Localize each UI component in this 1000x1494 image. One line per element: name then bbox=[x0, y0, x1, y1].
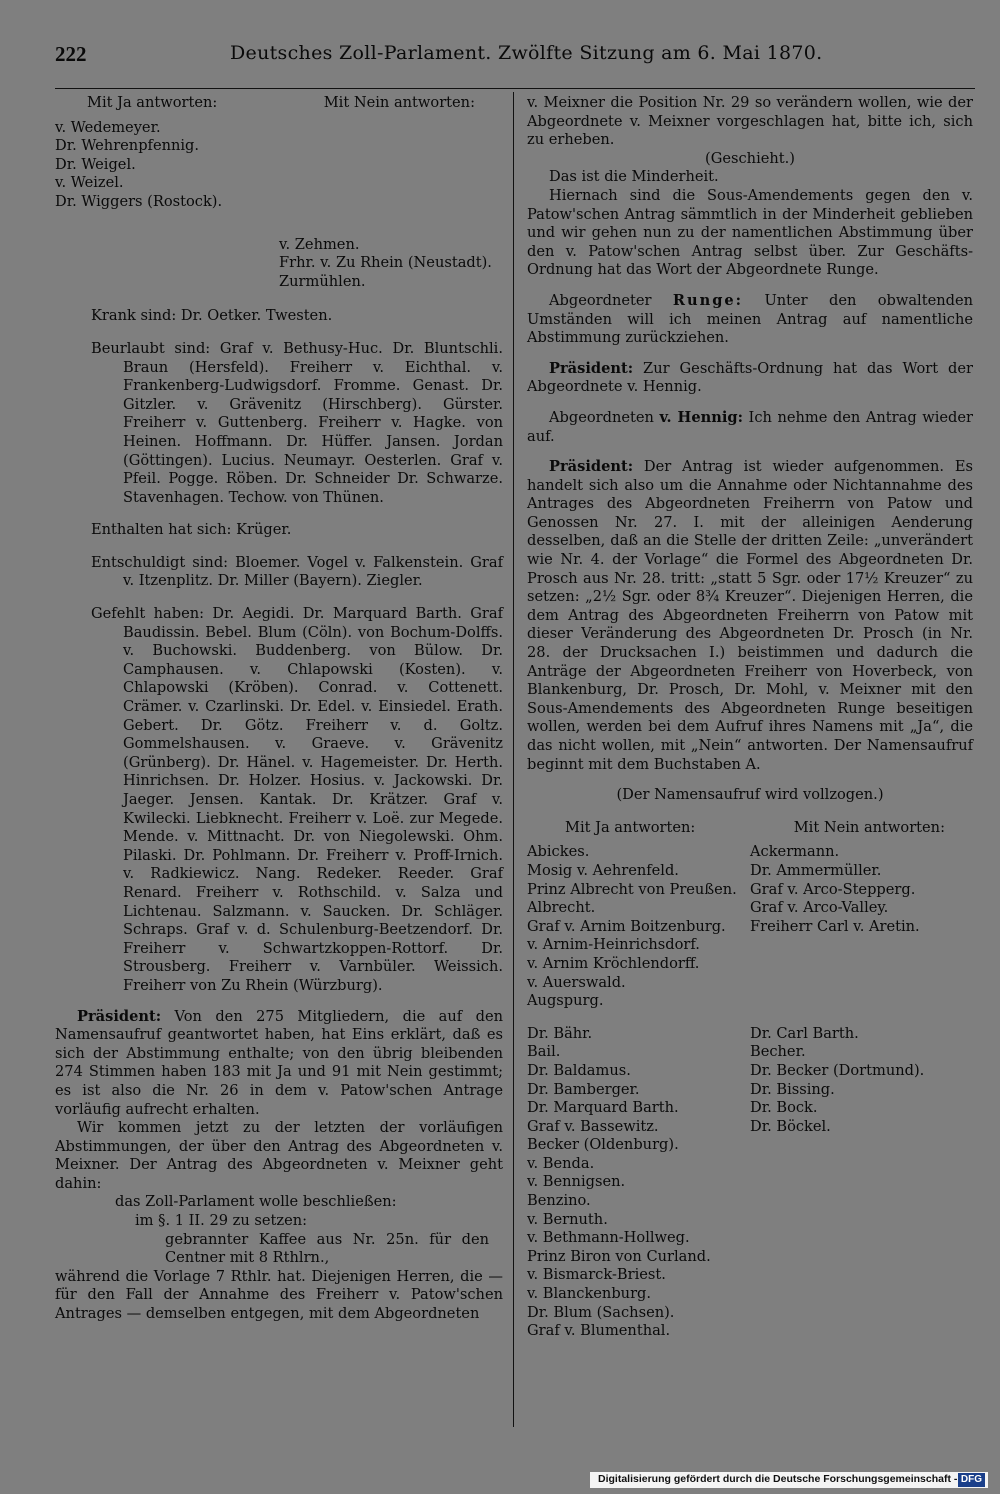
list-item: Mosig v. Aehrenfeld. bbox=[527, 861, 679, 879]
list-item: Becher. bbox=[750, 1043, 806, 1061]
list-item: Albrecht. bbox=[527, 899, 596, 917]
funding-footer bbox=[590, 1472, 988, 1488]
ja-list bbox=[55, 119, 503, 212]
list-item: v. Benda. bbox=[527, 1154, 595, 1172]
beurlaubt-para: Beurlaubt sind: Graf v. Bethusy-Huc. Dr. Bluntschli. Braun (Hersfeld). Freiherr v. Eichthal. v. Frankenberg-Ludwigsdorf. Fromme. Genast. Dr. Gitzler. v. Grävenitz (Hirschberg). Gürster. Freiherr v. Guttenberg. Freiherr v. Hagke. von Heinen. Hoffmann. Dr. Hüffer. Jansen. Jordan (Göttingen). Lucius. Neumayr. Oesterlen. Graf v. Pfeil. Pogge. Röben. Dr. Schneider Dr. Schwarze. Stavenhagen. Techow. von Thünen. bbox=[91, 339, 503, 506]
list-item: Ackermann. bbox=[750, 843, 840, 861]
list-item: Dr. Marquard Barth. bbox=[527, 1099, 679, 1117]
speaker-prefix: Abgeordneter bbox=[549, 291, 673, 309]
list-item: Dr. Wiggers (Rostock). bbox=[55, 192, 223, 210]
page-number: 222 bbox=[55, 42, 87, 66]
hennig-para bbox=[527, 409, 973, 446]
list-item: Dr. Weigel. bbox=[55, 155, 136, 173]
column-divider bbox=[513, 92, 514, 1427]
list-item: Graf v. Arco-Stepperg. bbox=[750, 880, 916, 898]
list-item: Becker (Oldenburg). bbox=[527, 1136, 679, 1154]
ja-head: Mit Ja antworten: bbox=[565, 818, 696, 836]
nein-head: Mit Nein antworten: bbox=[793, 818, 945, 836]
ja-list bbox=[527, 1025, 750, 1341]
speech-text: Ich nehme den Antrag wieder auf. bbox=[527, 408, 973, 445]
list-item: Dr. Böckel. bbox=[750, 1117, 831, 1135]
list-item: Benzino. bbox=[527, 1192, 591, 1210]
speaker-label: Präsident: bbox=[549, 458, 634, 476]
speaker-label: Präsident: bbox=[549, 359, 634, 377]
entschuldigt-para: Entschuldigt sind: Bloemer. Vogel v. Falkenstein. Graf v. Itzenplitz. Dr. Miller (Bayern). Ziegler. bbox=[91, 553, 503, 590]
praesident-para bbox=[55, 1008, 503, 1120]
list-item: Zurmühlen. bbox=[279, 272, 366, 290]
praesident-para bbox=[527, 458, 973, 774]
header-rule bbox=[55, 88, 975, 89]
list-item: Dr. Bähr. bbox=[527, 1024, 593, 1042]
minderheit-para: Das ist die Minderheit. bbox=[549, 168, 719, 186]
list-item: v. Bernuth. bbox=[527, 1210, 608, 1228]
speech-text: Von den 275 Mitgliedern, die auf den Namensaufruf geantwortet haben, hat Eins erklärt, daß es sich der Abstimmung enthalte; von den übrig bleibenden 274 Stimmen haben 183 mit Ja und 91 mit Nein gestimmt; es ist also die Nr. 26 in dem v. Patow'schen Antrage vorläufig aufrecht erhalten. bbox=[55, 1007, 503, 1118]
page-title: Deutsches Zoll-Parlament. Zwölfte Sitzung am 6. Mai 1870. bbox=[230, 42, 823, 64]
stage-note: (Der Namensaufruf wird vollzogen.) bbox=[616, 786, 884, 804]
list-item: v. Blanckenburg. bbox=[527, 1285, 652, 1303]
list-item: Graf v. Blumenthal. bbox=[527, 1322, 671, 1340]
list-item: v. Weizel. bbox=[55, 174, 124, 192]
dfg-logo: DFG bbox=[958, 1473, 985, 1487]
runge-para bbox=[527, 292, 973, 348]
list-item: v. Bismarck-Briest. bbox=[527, 1266, 666, 1284]
continuation-para: v. Meixner die Position Nr. 29 so verändern wollen, wie der Abgeordnete v. Meixner vorgeschlagen hat, bitte ich, sich zu erheben. bbox=[527, 94, 973, 149]
quote-line: gebrannter Kaffee aus Nr. 25n. für den Centner mit 8 Rthlrn., bbox=[165, 1230, 489, 1267]
list-item: Frhr. v. Zu Rhein (Neustadt). bbox=[279, 254, 492, 272]
speaker-label: Runge: bbox=[672, 291, 744, 309]
list-item: v. Auerswald. bbox=[527, 973, 626, 991]
wir-kommen-para: Wir kommen jetzt zu der letzten der vorläufigen Abstimmungen, der über den Antrag des Abgeordneten v. Meixner. Der Antrag des Abgeordneten v. Meixner geht dahin: bbox=[55, 1119, 503, 1192]
ja-list bbox=[527, 843, 750, 1010]
hiernach-para: Hiernach sind die Sous-Amendements gegen den v. Patow'schen Antrag sämmtlich in der Minderheit geblieben und wir gehen nun zu der namentlichen Abstimmung über den v. Patow'schen Antrag selbst über. Zur Geschäfts-Ordnung hat das Wort der Abgeordnete Runge. bbox=[527, 186, 973, 279]
vote-lists-a bbox=[527, 843, 973, 1010]
list-item: Prinz Albrecht von Preußen. bbox=[527, 880, 737, 898]
list-item: Abickes. bbox=[527, 843, 590, 861]
list-item: v. Arnim Kröchlendorff. bbox=[527, 954, 700, 972]
list-item: v. Wedemeyer. bbox=[55, 118, 161, 136]
speech-text: Unter den obwaltenden Umständen will ich meinen Antrag auf namentliche Abstimmung zurückziehen. bbox=[527, 291, 973, 347]
list-item: Dr. Carl Barth. bbox=[750, 1024, 859, 1042]
list-item: v. Zehmen. bbox=[279, 235, 360, 253]
nein-list bbox=[55, 236, 503, 292]
list-item: Dr. Baldamus. bbox=[527, 1061, 631, 1079]
left-column bbox=[55, 94, 503, 1324]
list-item: v. Arnim-Heinrichsdorf. bbox=[527, 936, 700, 954]
quote-line: das Zoll-Parlament wolle beschließen: bbox=[115, 1193, 397, 1211]
list-item: v. Bennigsen. bbox=[527, 1173, 626, 1191]
list-item: Dr. Bissing. bbox=[750, 1080, 835, 1098]
nein-list bbox=[750, 1025, 973, 1137]
krank-para: Krank sind: Dr. Oetker. Twesten. bbox=[91, 307, 333, 325]
list-item: Dr. Ammermüller. bbox=[750, 861, 882, 879]
list-item: Graf v. Bassewitz. bbox=[527, 1117, 659, 1135]
speaker-label: v. Hennig: bbox=[659, 408, 743, 426]
gefehlt-para: Gefehlt haben: Dr. Aegidi. Dr. Marquard Barth. Graf Baudissin. Bebel. Blum (Cöln). von Bochum-Dolffs. v. Buchowski. Buddenberg. von Bülow. Dr. Camphausen. v. Chlapowski (Kosten). v. Chlapowski (Kröben). Conrad. v. Cottenett. Crämer. v. Czarlinski. Dr. Edel. v. Einsiedel. Erath. Gebert. Dr. Götz. Freiherr v. d. Goltz. Gommelshausen. v. Graeve. v. Grävenitz (Grünberg). Dr. Hänel. v. Hagemeister. Dr. Herth. Hinrichsen. Dr. Holzer. Hosius. v. Jackowski. Dr. Jaeger. Jensen. Kantak. Dr. Krätzer. Graf v. Kwilecki. Liebknecht. Freiherr v. Loë. zur Megede. Mende. v. Mittnacht. Dr. von Niegolewski. Ohm. Pilaski. Dr. Pohlmann. Dr. Freiherr v. Proff-Irnich. v. Radkiewicz. Nang. Redeker. Reeder. Graf Renard. Freiherr v. Rothschild. v. Salza und Lichtenau. Salzmann. v. Saucken. Dr. Schläger. Schraps. Graf v. d. Schulenburg-Beetzendorf. Dr. Freiherr v. Schwartzkoppen-Rottorf. Dr. Strousberg. Freiherr v. Varnbüler. Weissich. Freiherr von Zu Rhein (Würzburg). bbox=[91, 605, 503, 994]
footer-text: Digitalisierung gefördert durch die Deutsche Forschungsgemeinschaft - bbox=[598, 1473, 958, 1485]
list-item: Bail. bbox=[527, 1043, 561, 1061]
enthalten-para: Enthalten hat sich: Krüger. bbox=[91, 521, 292, 539]
speaker-label: Präsident: bbox=[77, 1007, 162, 1025]
stage-note: (Geschieht.) bbox=[705, 149, 795, 167]
list-item: Graf v. Arnim Boitzenburg. bbox=[527, 917, 726, 935]
list-item: Dr. Bock. bbox=[750, 1099, 818, 1117]
list-item: Freiherr Carl v. Aretin. bbox=[750, 917, 920, 935]
vote-lists-b bbox=[527, 1025, 973, 1341]
nein-list bbox=[750, 843, 973, 936]
list-item: Dr. Blum (Sachsen). bbox=[527, 1303, 675, 1321]
speech-text: Der Antrag ist wieder aufgenommen. Es handelt sich also um die Annahme oder Nichtannahme des Antrages des Abgeordneten Freiherrn von Patow und Genossen Nr. 27. I. mit der alleinigen Aenderung desselben, daß an die Stelle der dritten Zeile: „unverändert wie Nr. 4. der Vorlage“ die Formel des Abgeordneten Dr. Prosch aus Nr. 28. tritt: „statt 5 Sgr. oder 17½ Kreuzer“ zu setzen: „2½ Sgr. oder 8¾ Kreuzer“. Diejenigen Herren, die dem Antrag des Abgeordneten Freiherrn von Patow mit dieser Veränderung des Abgeordneten Dr. Prosch (in Nr. 28. der Drucksachen I.) beistimmen und dadurch die Anträge der Abgeordneten Freiherr von Hoverbeck, von Blankenburg, Dr. Prosch, Dr. Mohl, v. Meixner mit den Sous-Amendements des Abgeordneten Runge beseitigen wollen, werden bei dem Aufruf ihres Namens mit „Ja“, die das nicht wollen, mit „Nein“ antworten. Der Namensaufruf beginnt mit dem Buchstaben A. bbox=[527, 458, 973, 773]
right-column bbox=[527, 94, 973, 1341]
speech-text: Zur Geschäfts-Ordnung hat das Wort der Abgeordnete v. Hennig. bbox=[527, 359, 973, 396]
praesident-para bbox=[527, 360, 973, 397]
speaker-prefix: Abgeordneten bbox=[549, 408, 660, 426]
list-item: Dr. Becker (Dortmund). bbox=[750, 1061, 925, 1079]
list-item: Dr. Wehrenpfennig. bbox=[55, 137, 200, 155]
list-item: Augspurg. bbox=[527, 992, 604, 1010]
list-item: Prinz Biron von Curland. bbox=[527, 1247, 711, 1265]
list-item: Graf v. Arco-Valley. bbox=[750, 899, 889, 917]
running-header bbox=[55, 42, 975, 72]
ja-head: Mit Ja antworten: bbox=[87, 94, 218, 111]
quote-line: im §. 1 II. 29 zu setzen: bbox=[135, 1212, 308, 1230]
vote-heads bbox=[55, 94, 503, 113]
list-item: v. Bethmann-Hollweg. bbox=[527, 1229, 690, 1247]
list-item: Dr. Bamberger. bbox=[527, 1080, 640, 1098]
vote-heads bbox=[527, 819, 973, 838]
waehrend-para: während die Vorlage 7 Rthlr. hat. Diejenigen Herren, die — für den Fall der Annahme des Freiherr v. Patow'schen Antrages — demselben entgegen, mit dem Abgeordneten bbox=[55, 1267, 503, 1323]
nein-head: Mit Nein antworten: bbox=[323, 94, 475, 111]
